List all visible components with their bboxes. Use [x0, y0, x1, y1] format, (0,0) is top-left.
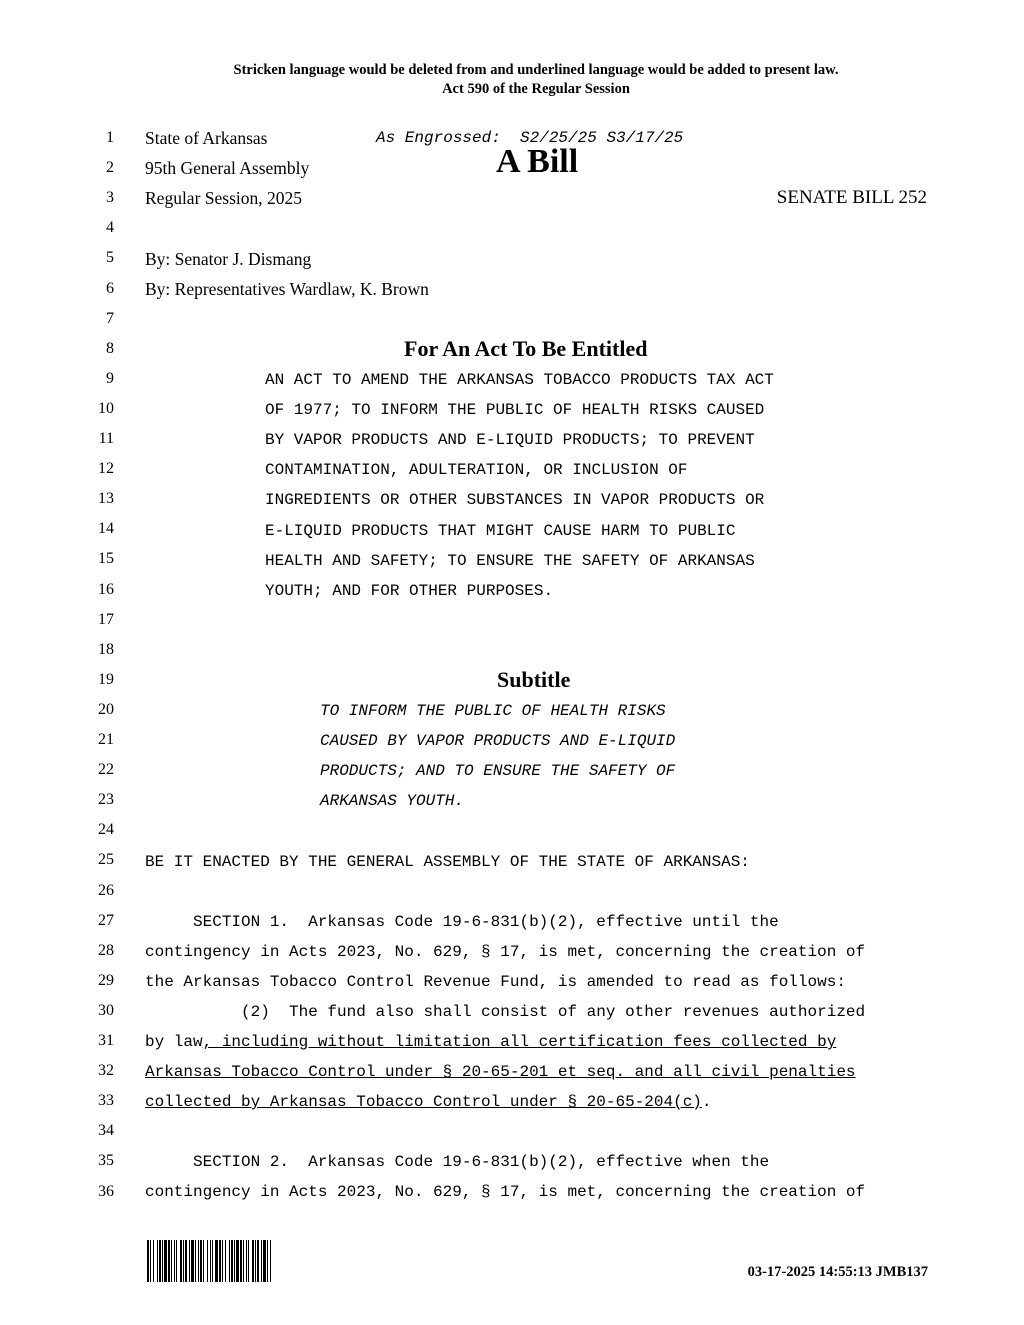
line-number: 33 — [98, 1092, 114, 1110]
line-number: 7 — [106, 309, 114, 327]
line-number: 20 — [98, 700, 114, 718]
barcode-bar — [153, 1240, 154, 1282]
barcode-bar — [212, 1240, 213, 1282]
line-number: 31 — [98, 1032, 114, 1049]
barcode-bar — [189, 1240, 190, 1282]
barcode-bar — [176, 1240, 177, 1282]
line-number: 19 — [98, 670, 114, 688]
barcode-bar — [246, 1240, 247, 1282]
footer-timestamp: 03-17-2025 14:55:13 JMB137 — [747, 1264, 928, 1280]
act-title-line: BY VAPOR PRODUCTS AND E-LIQUID PRODUCTS; TO PREVENT — [265, 431, 755, 450]
line-number: 25 — [98, 851, 114, 869]
barcode-bar — [234, 1240, 235, 1282]
barcode-bar — [159, 1240, 161, 1282]
section2-line36: contingency in Acts 2023, No. 629, § 17, is met, concerning the creation of — [145, 1183, 866, 1201]
house-sponsors: By: Representatives Wardlaw, K. Brown — [145, 279, 429, 299]
bill-title: A Bill — [496, 143, 579, 180]
barcode-bar — [157, 1240, 158, 1282]
barcode-bar — [207, 1240, 208, 1282]
barcode-bar — [267, 1240, 268, 1282]
line-number: 5 — [106, 249, 114, 267]
plain-text: . — [701, 1093, 712, 1111]
barcode-bar — [229, 1240, 230, 1282]
subtitle-line: PRODUCTS; AND TO ENSURE THE SAFETY OF — [320, 762, 676, 781]
line-number: 8 — [106, 339, 114, 357]
subtitle-line: CAUSED BY VAPOR PRODUCTS AND E-LIQUID — [320, 732, 676, 751]
barcode-bar — [236, 1240, 239, 1282]
barcode-bar — [198, 1240, 199, 1282]
line-number: 18 — [98, 640, 114, 658]
barcode-bar — [195, 1240, 196, 1282]
state-name: State of Arkansas — [145, 128, 268, 148]
barcode-bar — [240, 1240, 242, 1282]
enacting-clause: BE IT ENACTED BY THE GENERAL ASSEMBLY OF THE STATE OF ARKANSAS: — [145, 853, 750, 871]
barcode-bar — [147, 1240, 149, 1282]
line-number: 35 — [98, 1152, 114, 1170]
barcode-bar — [183, 1240, 184, 1282]
act-title-line: HEALTH AND SAFETY; TO ENSURE THE SAFETY OF ARKANSAS — [265, 551, 755, 570]
line-number: 32 — [98, 1062, 114, 1080]
section1-line28: contingency in Acts 2023, No. 629, § 17, is met, concerning the creation of — [145, 943, 866, 961]
barcode-bar — [270, 1240, 271, 1282]
barcode-bar — [252, 1240, 254, 1282]
amendment-notice: Stricken language would be deleted from and underlined language would be added to present law. — [233, 62, 839, 78]
line-number: 30 — [98, 1001, 114, 1019]
engrossed-dates: As Engrossed: S2/25/25 S3/17/25 — [376, 129, 684, 147]
section1-line30: (2) The fund also shall consist of any other revenues authorized — [145, 1003, 866, 1021]
barcode-bar — [162, 1240, 163, 1282]
barcode-bar — [255, 1240, 256, 1282]
barcode-bar — [203, 1240, 204, 1282]
section1-line27: SECTION 1. Arkansas Code 19-6-831(b)(2), effective until the — [145, 913, 779, 931]
barcode-bar — [263, 1240, 266, 1282]
line-number: 21 — [98, 731, 114, 748]
barcode-bar — [180, 1240, 182, 1282]
line-number: 3 — [106, 189, 114, 207]
general-assembly: 95th General Assembly — [145, 158, 310, 178]
barcode — [146, 1240, 274, 1282]
section1-line29: the Arkansas Tobacco Control Revenue Fund, is amended to read as follows: — [145, 973, 846, 991]
act-title-line: YOUTH; AND FOR OTHER PURPOSES. — [265, 581, 554, 600]
plain-text: by law — [145, 1033, 203, 1051]
regular-session: Regular Session, 2025 — [145, 188, 303, 208]
line-number: 2 — [106, 159, 114, 177]
barcode-bar — [243, 1240, 244, 1282]
line-number: 1 — [106, 129, 114, 146]
line-number: 23 — [98, 791, 114, 809]
subtitle-line: TO INFORM THE PUBLIC OF HEALTH RISKS — [320, 702, 666, 720]
line-number: 4 — [106, 219, 114, 237]
barcode-bar — [257, 1240, 259, 1282]
act-title-line: CONTAMINATION, ADULTERATION, OR INCLUSION OF — [265, 461, 688, 480]
line-number: 22 — [98, 761, 114, 779]
line-number: 14 — [98, 520, 114, 538]
line-number: 10 — [98, 399, 114, 417]
section2-line35: SECTION 2. Arkansas Code 19-6-831(b)(2), effective when the — [145, 1153, 770, 1171]
act-number: Act 590 of the Regular Session — [442, 81, 630, 97]
inserted-text: collected by Arkansas Tobacco Control under § 20-65-204(c) — [145, 1093, 702, 1111]
line-number: 13 — [98, 490, 114, 508]
line-number: 15 — [98, 550, 114, 568]
subtitle-line: ARKANSAS YOUTH. — [320, 792, 465, 811]
subtitle-heading: Subtitle — [497, 667, 571, 692]
barcode-bar — [174, 1240, 175, 1282]
barcode-bar — [225, 1240, 226, 1282]
bill-number: SENATE BILL 252 — [776, 187, 927, 208]
barcode-bar — [222, 1240, 223, 1282]
line-number: 12 — [98, 460, 114, 478]
line-number: 36 — [98, 1182, 114, 1200]
barcode-bar — [191, 1240, 194, 1282]
barcode-bar — [185, 1240, 187, 1282]
act-title-line: INGREDIENTS OR OTHER SUBSTANCES IN VAPOR PRODUCTS OR — [265, 491, 765, 510]
line-number: 9 — [106, 369, 114, 387]
barcode-bar — [171, 1240, 172, 1282]
line-number: 34 — [98, 1122, 114, 1140]
barcode-bar — [261, 1240, 262, 1282]
section1-line31 — [145, 1033, 836, 1051]
barcode-bar — [231, 1240, 233, 1282]
line-number: 29 — [98, 971, 114, 989]
act-title-line: AN ACT TO AMEND THE ARKANSAS TOBACCO PRODUCTS TAX ACT — [265, 371, 774, 389]
line-number: 17 — [98, 610, 114, 628]
line-number: 24 — [98, 821, 114, 839]
section1-line33 — [145, 1093, 712, 1111]
inserted-text: , including without limitation all certification fees collected by — [202, 1033, 837, 1051]
barcode-bar — [210, 1240, 211, 1282]
barcode-bar — [200, 1240, 202, 1282]
barcode-bar — [248, 1240, 249, 1282]
senate-sponsor: By: Senator J. Dismang — [145, 249, 312, 269]
line-number: 11 — [98, 430, 114, 447]
line-number: 16 — [98, 580, 114, 598]
section1-line32: Arkansas Tobacco Control under § 20-65-201 et seq. and all civil penalties — [145, 1063, 856, 1081]
act-title-line: OF 1977; TO INFORM THE PUBLIC OF HEALTH RISKS CAUSED — [265, 401, 765, 420]
barcode-bar — [150, 1240, 151, 1282]
act-title-heading: For An Act To Be Entitled — [404, 336, 648, 361]
act-title-line: E-LIQUID PRODUCTS THAT MIGHT CAUSE HARM TO PUBLIC — [265, 521, 736, 540]
line-number: 6 — [106, 279, 114, 297]
line-number: 28 — [98, 941, 114, 959]
barcode-bar — [219, 1240, 221, 1282]
barcode-bar — [215, 1240, 218, 1282]
barcode-bar — [168, 1240, 170, 1282]
line-number: 26 — [98, 881, 114, 899]
barcode-bar — [164, 1240, 167, 1282]
line-number: 27 — [98, 911, 114, 929]
